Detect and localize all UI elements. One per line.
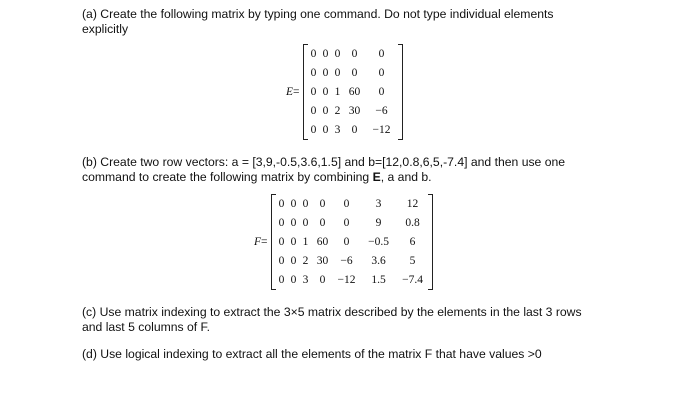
matrix-cell: 0: [319, 274, 326, 287]
matrix-cell: 0: [319, 216, 326, 229]
matrix-cell: 0: [322, 66, 329, 79]
matrix-e-table: [308, 44, 398, 140]
matrix-cell: 1.5: [371, 274, 386, 287]
matrix-cell: −12: [337, 274, 356, 287]
matrix-e-right-bracket: [398, 44, 403, 140]
matrix-cell: 0.8: [405, 216, 420, 229]
matrix-cell: 0: [310, 85, 317, 98]
matrix-f-label: F=: [254, 235, 268, 248]
matrix-cell: 0: [322, 105, 329, 118]
matrix-cell: 3: [302, 274, 309, 287]
part-a-line-1: (a) Create the following matrix by typing one command. Do not type individual elements: [82, 7, 554, 21]
matrix-cell: 30: [348, 105, 361, 118]
part-b-line-2-prefix: command to create the following matrix by combining: [82, 170, 373, 184]
matrix-f-table: [276, 194, 428, 290]
matrix-row: [308, 63, 398, 82]
matrix-cell: 5: [409, 255, 416, 268]
matrix-cell: 0: [290, 197, 297, 210]
matrix-cell: 9: [375, 216, 382, 229]
matrix-cell: 6: [409, 235, 416, 248]
matrix-cell: 0: [302, 216, 309, 229]
matrix-cell: −7.4: [402, 274, 423, 287]
matrix-cell: 0: [310, 105, 317, 118]
matrix-row: [308, 82, 398, 101]
matrix-cell: 0: [278, 197, 285, 210]
matrix-cell: 30: [316, 255, 329, 268]
matrix-cell: −12: [372, 124, 391, 137]
matrix-cell: 0: [310, 47, 317, 60]
matrix-cell: 0: [278, 274, 285, 287]
matrix-cell: 0: [322, 85, 329, 98]
matrix-cell: 0: [290, 216, 297, 229]
matrix-cell: 0: [378, 66, 385, 79]
matrix-cell: 2: [302, 255, 309, 268]
matrix-cell: 0: [351, 66, 358, 79]
part-d-text: [82, 347, 682, 362]
matrix-cell: 0: [378, 85, 385, 98]
matrix-row: [308, 102, 398, 121]
matrix-f-right-bracket: [428, 194, 433, 290]
part-c-line-1: (c) Use matrix indexing to extract the 3×5 matrix described by the elements in the last 3 rows: [82, 305, 582, 319]
matrix-cell: −0.5: [368, 235, 389, 248]
part-b-line-2-suffix: , a and b.: [380, 170, 432, 184]
part-b-text: [82, 155, 682, 185]
matrix-cell: 60: [348, 85, 361, 98]
matrix-cell: 0: [322, 47, 329, 60]
matrix-cell: 0: [278, 216, 285, 229]
matrix-cell: 3: [334, 124, 341, 137]
matrix-cell: 0: [310, 124, 317, 137]
matrix-cell: 0: [378, 47, 385, 60]
matrix-cell: 0: [343, 235, 350, 248]
matrix-cell: 3: [375, 197, 382, 210]
matrix-cell: 0: [302, 197, 309, 210]
matrix-e-label: E=: [286, 85, 300, 98]
part-a-line-2: explicitly: [82, 22, 129, 36]
matrix-e: [286, 44, 403, 140]
matrix-cell: 0: [351, 47, 358, 60]
part-c-line-2: and last 5 columns of F.: [82, 320, 211, 334]
matrix-cell: 0: [351, 124, 358, 137]
matrix-cell: 0: [290, 274, 297, 287]
matrix-row: [276, 232, 428, 251]
matrix-cell: 60: [316, 235, 329, 248]
matrix-cell: −6: [340, 255, 353, 268]
matrix-cell: 0: [278, 255, 285, 268]
part-a-text: [82, 7, 682, 37]
matrix-row: [276, 194, 428, 213]
matrix-cell: 0: [343, 216, 350, 229]
matrix-f: [254, 194, 433, 290]
matrix-cell: 0: [334, 47, 341, 60]
matrix-cell: 3.6: [371, 255, 386, 268]
matrix-cell: 2: [334, 105, 341, 118]
matrix-row: [308, 121, 398, 140]
matrix-cell: −6: [375, 105, 388, 118]
matrix-cell: 0: [310, 66, 317, 79]
matrix-cell: 1: [334, 85, 341, 98]
part-d-line-1: (d) Use logical indexing to extract all the elements of the matrix F that have values >0: [82, 347, 542, 361]
part-b-line-2-bold: E: [372, 170, 381, 184]
matrix-row: [308, 44, 398, 63]
matrix-cell: 0: [319, 197, 326, 210]
matrix-cell: 0: [278, 235, 285, 248]
matrix-row: [276, 271, 428, 290]
matrix-cell: 0: [322, 124, 329, 137]
part-c-text: [82, 305, 682, 335]
matrix-row: [276, 252, 428, 271]
matrix-cell: 12: [406, 197, 419, 210]
matrix-cell: 0: [290, 255, 297, 268]
matrix-cell: 0: [290, 235, 297, 248]
matrix-row: [276, 213, 428, 232]
part-b-line-1: (b) Create two row vectors: a = [3,9,-0.5,3.6,1.5] and b=[12,0.8,6,5,-7.4] and then use one: [82, 155, 566, 169]
matrix-cell: 0: [343, 197, 350, 210]
matrix-cell: 1: [302, 235, 309, 248]
matrix-cell: 0: [334, 66, 341, 79]
